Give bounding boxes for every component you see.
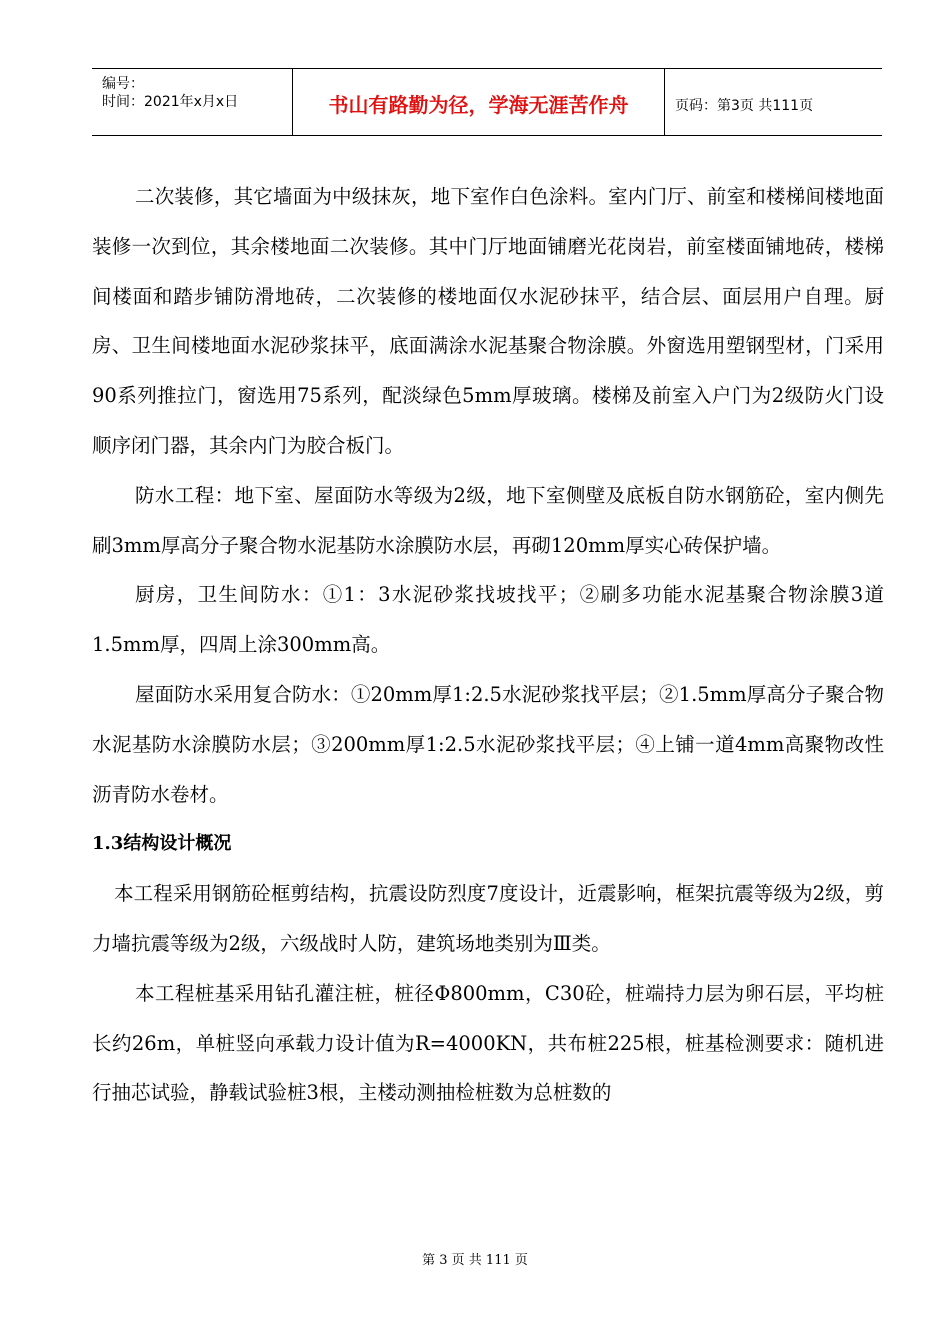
paragraph-waterproofing: 防水工程：地下室、屋面防水等级为2级，地下室侧壁及底板自防水钢筋砼，室内侧先刷3mm厚高分子聚合物水泥基防水涂膜防水层，再砌120mm厚实心砖保护墙。 bbox=[92, 483, 884, 557]
page-header bbox=[92, 68, 882, 136]
document-body bbox=[92, 172, 884, 1118]
header-left-cell bbox=[92, 69, 292, 135]
paragraph-decoration: 二次装修，其它墙面为中级抹灰，地下室作白色涂料。室内门厅、前室和楼梯间楼地面装修一次到位，其余楼地面二次装修。其中门厅地面铺磨光花岗岩，前室楼面铺地砖，楼梯间楼面和踏步铺防滑地砖，二次装修的楼地面仅水泥砂抹平，结合层、面层用户自理。厨房、卫生间楼地面水泥砂浆抹平，底面满涂水泥基聚合物涂膜。外窗选用塑钢型材，门采用90系列推拉门，窗选用75系列，配淡绿色5mm厚玻璃。楼梯及前室入户门为2级防火门设顺序闭门器，其余内门为胶合板门。 bbox=[92, 185, 884, 457]
section-heading: 1.3结构设计概况 bbox=[92, 833, 232, 855]
document-time: 时间：2021年x月x日 bbox=[102, 94, 239, 110]
header-right-cell bbox=[665, 69, 882, 135]
header-middle-cell bbox=[292, 69, 665, 135]
page-footer: 第 3 页 共 111 页 bbox=[422, 1253, 528, 1268]
paragraph-structure: 本工程采用钢筋砼框剪结构，抗震设防烈度7度设计，近震影响，框架抗震等级为2级，剪力墙抗震等级为2级，六级战时人防，建筑场地类别为Ⅲ类。 bbox=[92, 882, 884, 955]
document-number: 编号： bbox=[102, 76, 144, 92]
paragraph-kitchen-waterproofing: 厨房，卫生间防水：①1：3水泥砂浆找坡找平；②刷多功能水泥基聚合物涂膜3道1.5mm厚，四周上涂300mm高。 bbox=[92, 583, 884, 657]
paragraph-roof-waterproofing: 屋面防水采用复合防水：①20mm厚1:2.5水泥砂浆找平层；②1.5mm厚高分子聚合物水泥基防水涂膜防水层；③200mm厚1:2.5水泥砂浆找平层；④上铺一道4mm高聚物改性沥青防水卷材。 bbox=[92, 682, 884, 806]
paragraph-pile-foundation: 本工程桩基采用钻孔灌注桩，桩径Φ800mm，C30砼，桩端持力层为卵石层，平均桩长约26m，单桩竖向承载力设计值为R=4000KN，共布桩225根，桩基检测要求：随机进行抽芯试验，静载试验桩3根，主楼动测抽检桩数为总桩数的 bbox=[92, 981, 884, 1105]
header-motto: 书山有路勤为径，学海无涯苦作舟 bbox=[328, 93, 629, 117]
page-number-label: 页码：第3页 共111页 bbox=[675, 98, 814, 114]
